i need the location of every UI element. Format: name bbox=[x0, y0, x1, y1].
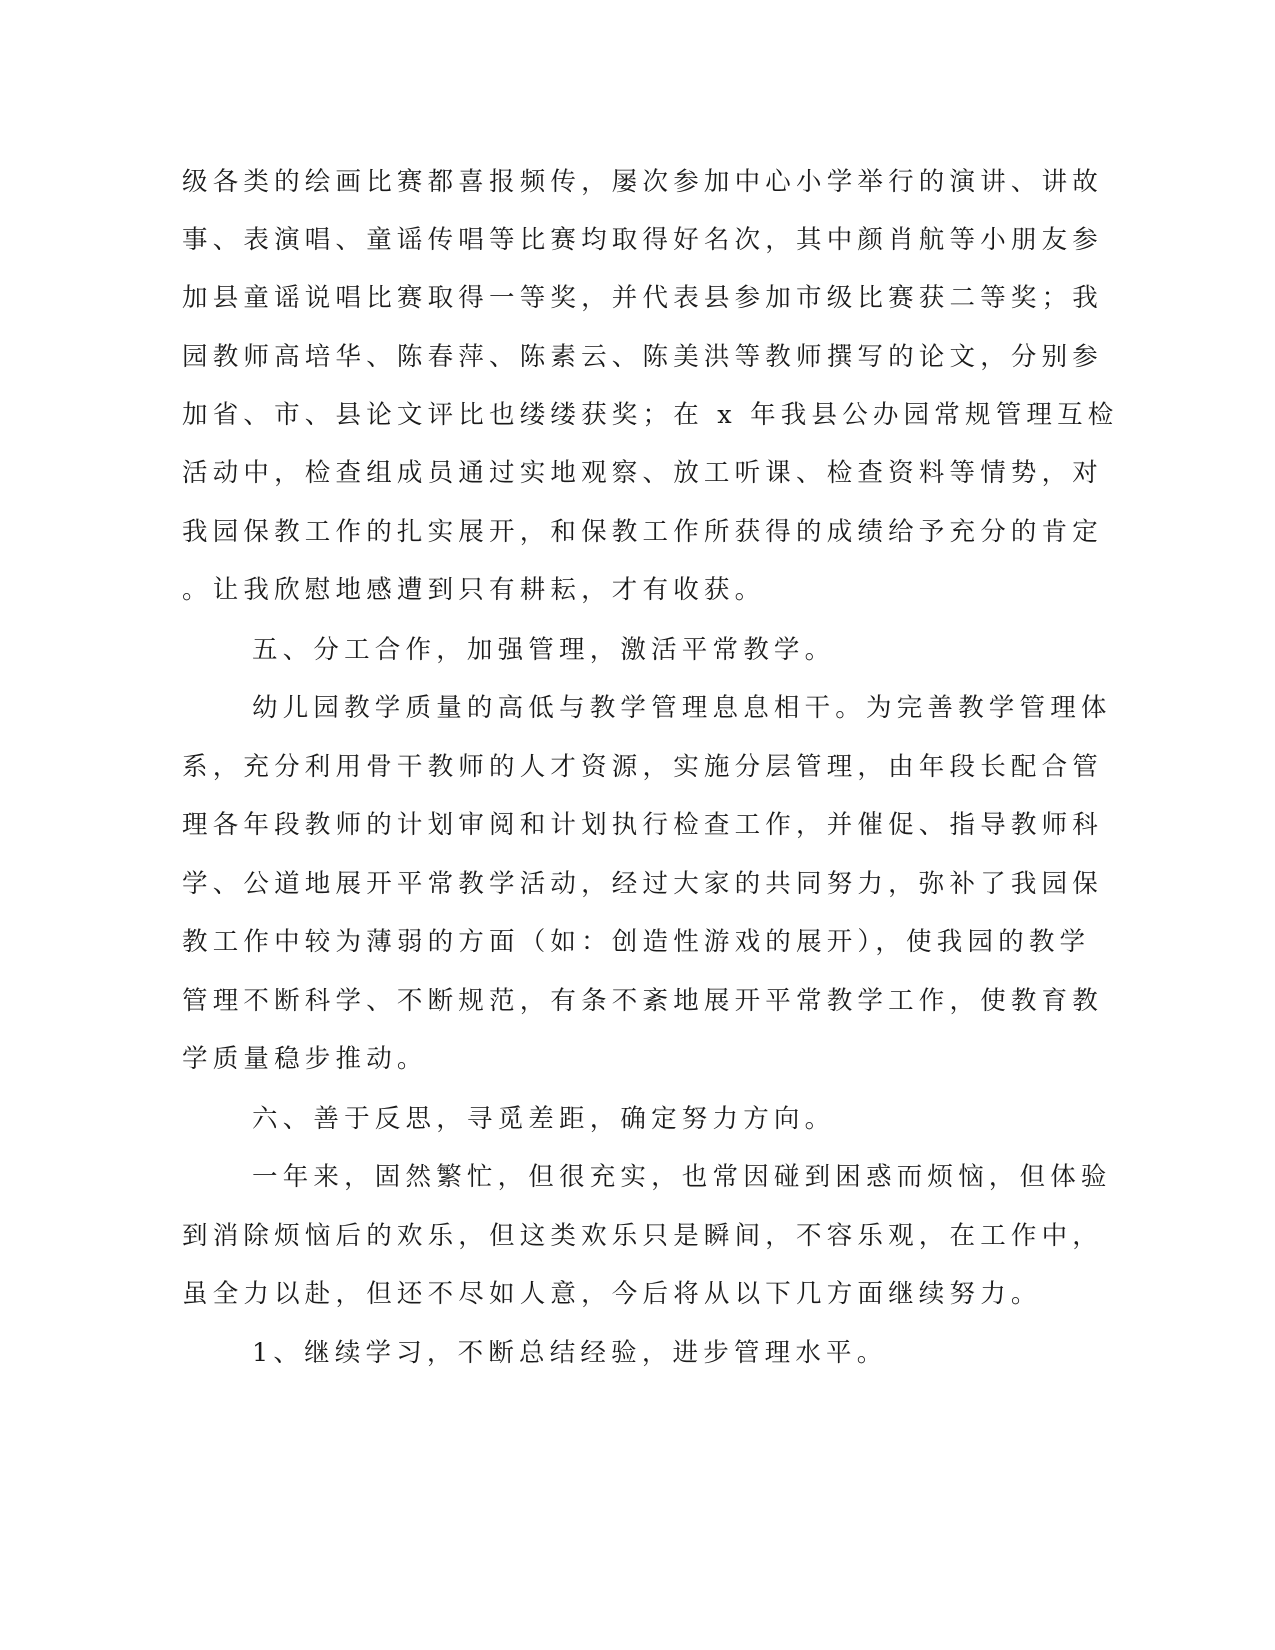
text-line: 虽全力以赴，但还不尽如人意，今后将从以下几方面继续努力。 bbox=[182, 1279, 1042, 1309]
text-line: 。让我欣慰地感遭到只有耕耘，才有收获。 bbox=[182, 575, 766, 605]
text-line: 事、表演唱、童谣传唱等比赛均取得好名次，其中颜肖航等小朋友参 bbox=[182, 225, 1104, 255]
text-line: 管理不断科学、不断规范，有条不紊地展开平常教学工作，使教育教 bbox=[182, 986, 1104, 1016]
text-line: 活动中，检查组成员通过实地观察、放工听课、检查资料等情势，对 bbox=[182, 458, 1104, 488]
list-item: 1、继续学习，不断总结经验，进步管理水平。 bbox=[252, 1338, 888, 1368]
paragraph-first-line: 幼儿园教学质量的高低与教学管理息息相干。为完善教学管理体 bbox=[252, 693, 1112, 723]
text-line: 学质量稳步推动。 bbox=[182, 1044, 428, 1074]
section-heading: 六、善于反思，寻觅差距，确定努力方向。 bbox=[252, 1104, 836, 1134]
text-line: 级各类的绘画比赛都喜报频传，屡次参加中心小学举行的演讲、讲故 bbox=[182, 167, 1104, 197]
text-line: 到消除烦恼后的欢乐，但这类欢乐只是瞬间，不容乐观，在工作中， bbox=[182, 1221, 1104, 1251]
text-line: 学、公道地展开平常教学活动，经过大家的共同努力，弥补了我园保 bbox=[182, 869, 1104, 899]
text-line: 我园保教工作的扎实展开，和保教工作所获得的成绩给予充分的肯定 bbox=[182, 517, 1104, 547]
text-line: 加省、市、县论文评比也缕缕获奖；在 x 年我县公办园常规管理互检 bbox=[182, 400, 1119, 430]
text-line: 教工作中较为薄弱的方面（如：创造性游戏的展开），使我园的教学 bbox=[182, 927, 1091, 957]
text-line: 系，充分利用骨干教师的人才资源，实施分层管理，由年段长配合管 bbox=[182, 752, 1104, 782]
section-heading: 五、分工合作，加强管理，激活平常教学。 bbox=[252, 635, 836, 665]
text-line: 加县童谣说唱比赛取得一等奖，并代表县参加市级比赛获二等奖；我 bbox=[182, 283, 1104, 313]
text-line: 理各年段教师的计划审阅和计划执行检查工作，并催促、指导教师科 bbox=[182, 810, 1104, 840]
paragraph-first-line: 一年来，固然繁忙，但很充实，也常因碰到困惑而烦恼，但体验 bbox=[252, 1162, 1112, 1192]
text-line: 园教师高培华、陈春萍、陈素云、陈美洪等教师撰写的论文，分别参 bbox=[182, 342, 1104, 372]
